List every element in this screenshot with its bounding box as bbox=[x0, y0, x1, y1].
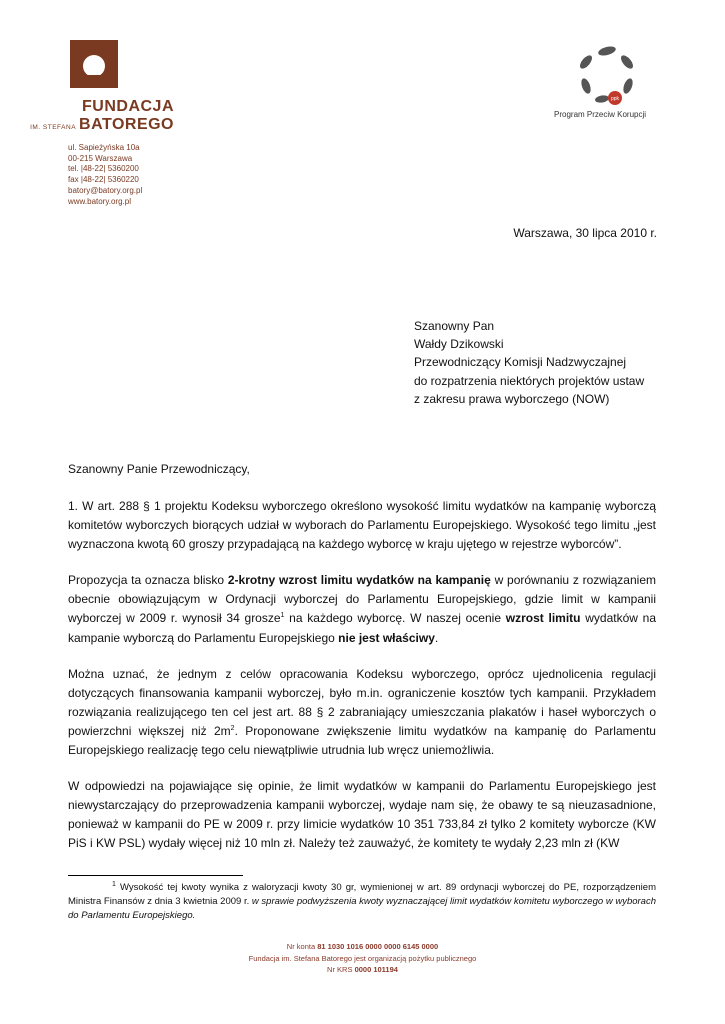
address-city: 00-215 Warszawa bbox=[68, 153, 133, 163]
page-footer bbox=[0, 941, 725, 976]
address-fax: fax |48-22| 5360220 bbox=[68, 175, 139, 185]
footnote-number: 1 bbox=[112, 880, 116, 888]
foundation-name-line1: FUNDACJA bbox=[82, 98, 174, 115]
foundation-name-prefix: IM. STEFANA bbox=[30, 124, 77, 131]
footnote-ref: 1 bbox=[280, 612, 285, 620]
paragraph-4: W odpowiedzi na pojawiające się opinie, że limit wydatków w kampanii do Parlamentu Europejskiego jest niewystarczający do przeprowadzenia kampanii wyborczej, wydaje nam się, że obawy te są nieuzasadnione, ponieważ w kampanii do PE w 2009 r. przy limicie wydatków 10 351 733,84 zł tylko 2 komitety wyborcze (KW PiS i KW PSL) wydały więcej niż 10 mln zł. Należy też zauważyć, że komitety te wydały 2,23 mln zł (KW bbox=[68, 779, 656, 851]
footnote-separator bbox=[68, 875, 243, 876]
address-website: www.batory.org.pl bbox=[68, 196, 131, 206]
fundacja-batorego-logo-icon bbox=[70, 40, 118, 88]
program-logo-caption: Program Przeciw Korupcji bbox=[554, 110, 647, 119]
address-email: batory@batory.org.pl bbox=[68, 185, 143, 195]
recipient-line: z zakresu prawa wyborczego (NOW) bbox=[414, 391, 610, 406]
recipient-line: Przewodniczący Komisji Nadzwyczajnej bbox=[414, 355, 627, 370]
address-phone: tel. |48-22| 5360200 bbox=[68, 164, 139, 174]
paragraph-2: Propozycja ta oznacza blisko 2-krotny wzrost limitu wydatków na kampanię w porównaniu z rozwiązaniem obecnie obowiązującym w Ordynacji wyborczej do Parlamentu Europejskiego, gdzie limit w kampanii wyborczej w 2009 r. wynosił 34 grosze$^1$ na każdego wyborcę. W naszej ocenie wzrost limitu wydatków na kampanie wyborczą do Parlamentu Europejskiego nie jest właściwy. bbox=[68, 573, 656, 645]
salutation: Szanowny Panie Przewodniczący, bbox=[68, 462, 250, 476]
fish-circle-logo-icon bbox=[572, 44, 642, 108]
foundation-name-line2: BATOREGO bbox=[79, 116, 174, 133]
logo-badge-text: ppk bbox=[610, 96, 620, 102]
footnote: $^1$ Wysokość tej kwoty wynika z waloryzacji kwoty 30 gr, wymienionej w art. 89 ordynacji wyborczej do PE, rozporządzeniem Ministra Finansów z dnia 3 kwietnia 2009 r. w sprawie podwyższenia kwoty wyznaczającej limit wydatków komitetu wyborczego w wyborach do Parlamentu Europejskiego. bbox=[68, 880, 656, 921]
recipient-line: Wałdy Dzikowski bbox=[414, 337, 504, 352]
recipient-block bbox=[414, 317, 644, 408]
foundation-address bbox=[68, 143, 142, 207]
letter-date: Warszawa, 30 lipca 2010 r. bbox=[513, 226, 657, 240]
recipient-line: Szanowny Pan bbox=[414, 319, 495, 333]
address-street: ul. Sapieżyńska 10a bbox=[68, 143, 140, 152]
footer-status: Fundacja im. Stefana Batorego jest organizacją pożytku publicznego bbox=[248, 953, 477, 963]
recipient-line: do rozpatrzenia niektórych projektów ustaw bbox=[414, 373, 645, 388]
footer-krs: Nr KRS 0000 101194 bbox=[327, 965, 398, 974]
paragraph-3: Można uznać, że jednym z celów opracowania Kodeksu wyborczego, oprócz ujednolicenia regulacji dotyczących finansowania kampanii wyborczej, było m.in. ograniczenie kosztów tych kampanii. Przykładem rozwiązania realizującego ten cel jest art. 88 § 2 zabraniający umieszczania plakatów i haseł wyborczych o powierzchni większej niż $2m^2$. Proponowane zwiększenie limitu wydatków na kampanię do Parlamentu Europejskiego realizację tego celu niewątpliwie utrudnia lub wręcz uniemożliwia. bbox=[68, 666, 656, 758]
foundation-name bbox=[24, 98, 174, 134]
paragraph-1: 1. W art. 288 § 1 projektu Kodeksu wyborczego określono wysokość limitu wydatków na kampanię wyborczą komitetów wyborczych biorących udział w wyborach do Parlamentu Europejskiego. Wysokość tego limitu „jest wyznaczona kwotą 60 groszy przypadającą na każdego wyborcę w kraju ujętego w rejestrze wyborców”. bbox=[68, 499, 656, 552]
letter-body bbox=[68, 497, 656, 871]
footer-account: Nr konta 81 1030 1016 0000 0000 6145 0000 bbox=[286, 942, 439, 951]
